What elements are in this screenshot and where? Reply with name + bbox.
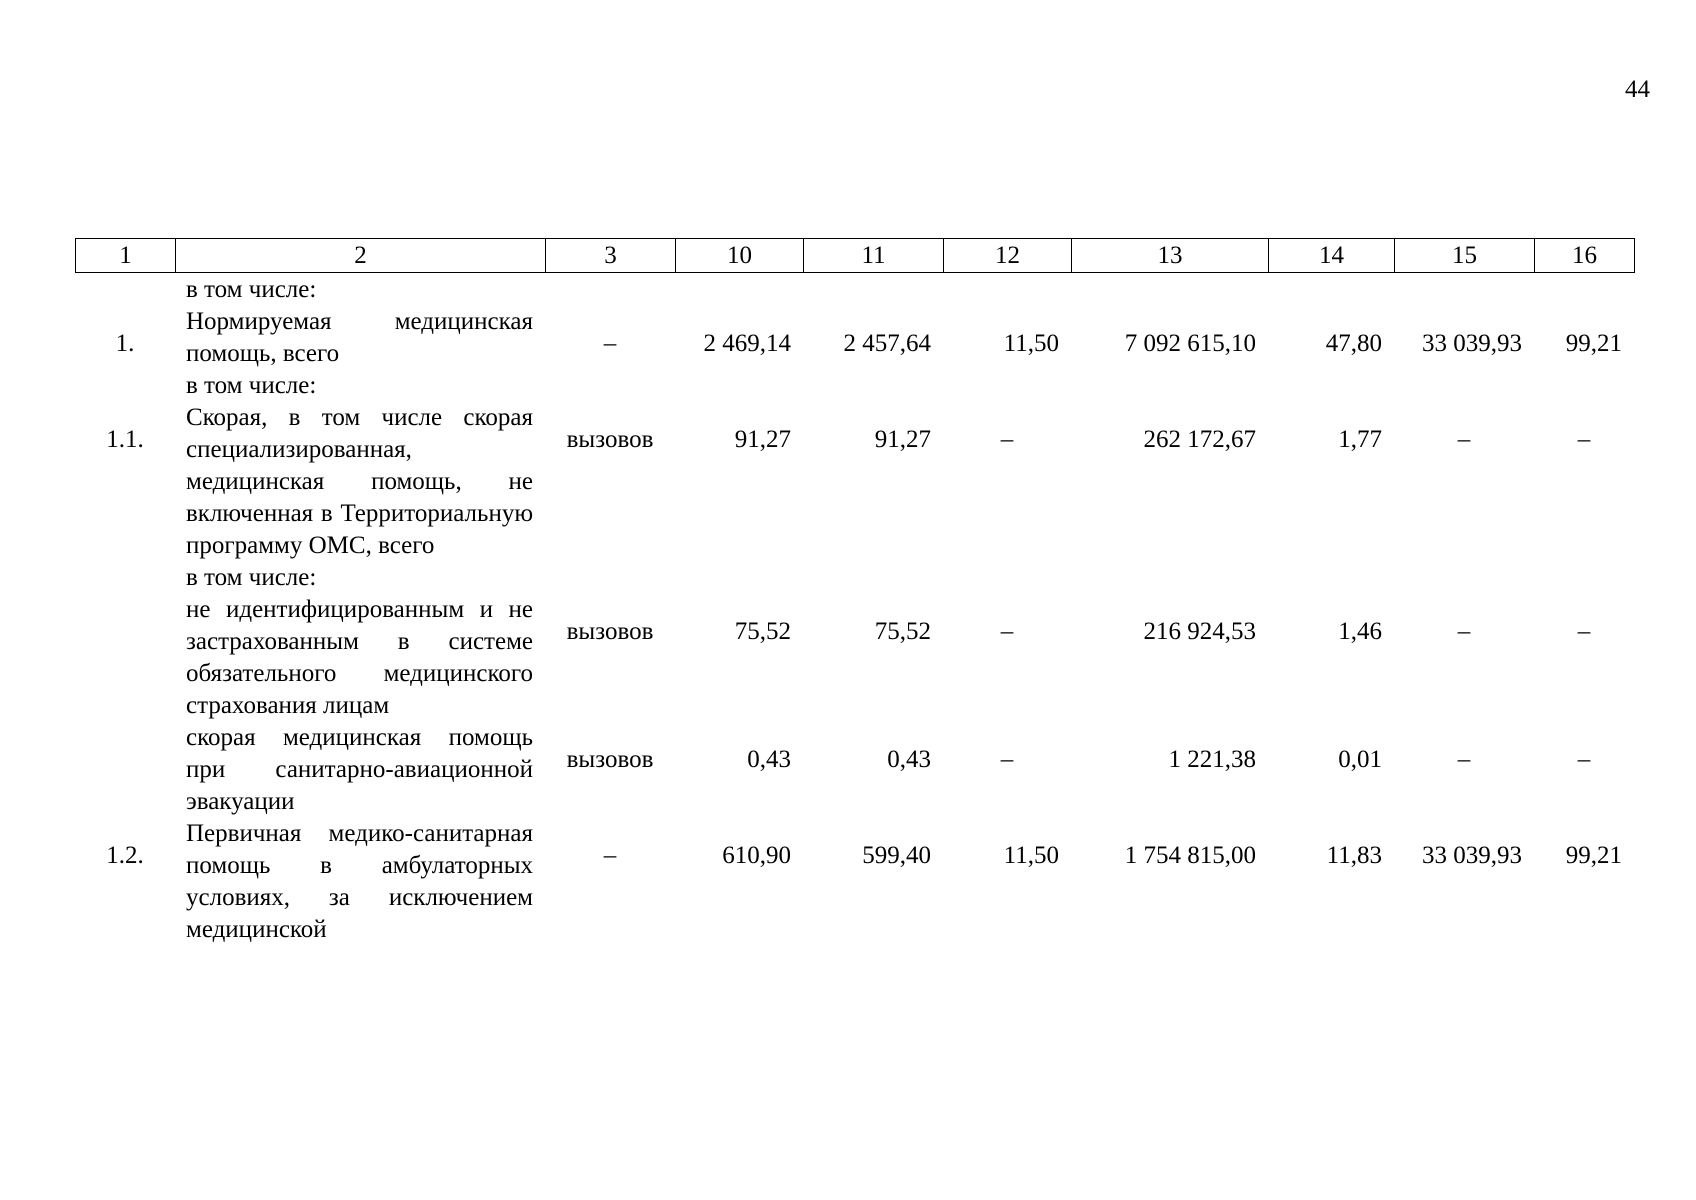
cell-col-16: – xyxy=(1577,618,1591,645)
row-number: 1.1. xyxy=(106,426,144,453)
page-number: 44 xyxy=(1625,76,1650,103)
cell-col-11: 599,40 xyxy=(862,842,931,869)
header-col-11: 11 xyxy=(804,239,944,273)
table-row xyxy=(75,722,1634,818)
row-number xyxy=(75,594,175,722)
cell-col-12: – xyxy=(1000,426,1014,453)
table-row xyxy=(75,818,1634,946)
cell-col-11: 75,52 xyxy=(874,618,931,645)
row-name: Скорая, в том числе скорая специализированная, медицинская помощь, не включенная в Территориальную программу ОМС, всего xyxy=(186,404,533,559)
cell-col-10: 91,27 xyxy=(734,426,791,453)
cell-col-12: 11,50 xyxy=(1003,330,1059,357)
cell-col-10: 2 469,14 xyxy=(703,330,791,357)
subheading-label: в том числе: xyxy=(186,372,317,399)
cell-col-13: 216 924,53 xyxy=(1143,618,1256,645)
header-col-14: 14 xyxy=(1269,239,1395,273)
row-unit: вызовов xyxy=(566,746,654,773)
cell-col-11: 91,27 xyxy=(874,426,931,453)
cell-col-13: 1 754 815,00 xyxy=(1124,842,1256,869)
cell-col-15: – xyxy=(1457,426,1471,453)
cell-col-14: 47,80 xyxy=(1325,330,1382,357)
cell-col-10: 75,52 xyxy=(734,618,791,645)
row-name: Нормируемая медицинская помощь, всего xyxy=(186,308,533,367)
cell-col-14: 0,01 xyxy=(1338,746,1382,773)
header-col-10: 10 xyxy=(676,239,804,273)
row-number: 1. xyxy=(115,330,135,357)
header-col-12: 12 xyxy=(944,239,1072,273)
row-number xyxy=(75,722,175,818)
cell-col-13: 262 172,67 xyxy=(1143,426,1256,453)
cell-col-13: 1 221,38 xyxy=(1168,746,1256,773)
cell-col-15: 33 039,93 xyxy=(1422,330,1522,357)
row-unit: вызовов xyxy=(566,618,654,645)
row-unit: – xyxy=(603,330,617,357)
cell-col-11: 2 457,64 xyxy=(843,330,931,357)
header-col-15: 15 xyxy=(1395,239,1535,273)
cell-col-15: – xyxy=(1457,746,1471,773)
cell-col-12: – xyxy=(1000,618,1014,645)
table-row xyxy=(75,306,1634,370)
header-col-2: 2 xyxy=(176,239,546,273)
subheading-label: в том числе: xyxy=(186,276,317,303)
header-col-13: 13 xyxy=(1072,239,1269,273)
table-row-label xyxy=(75,274,1634,306)
table-header xyxy=(75,238,1635,273)
cell-col-12: 11,50 xyxy=(1003,842,1059,869)
cell-col-16: – xyxy=(1577,426,1591,453)
row-name: Первичная медико-санитарная помощь в амбулаторных условиях, за исключением медицинской xyxy=(186,820,533,943)
cell-col-15: – xyxy=(1457,618,1471,645)
row-name: скорая медицинская помощь при санитарно-авиационной эвакуации xyxy=(186,724,533,815)
header-col-16: 16 xyxy=(1535,239,1635,273)
cell-col-13: 7 092 615,10 xyxy=(1124,330,1256,357)
cell-col-11: 0,43 xyxy=(887,746,931,773)
row-unit: – xyxy=(603,842,617,869)
table-body xyxy=(75,274,1634,946)
cell-col-12: – xyxy=(1000,746,1014,773)
row-number: 1.2. xyxy=(106,842,144,869)
cell-col-14: 1,77 xyxy=(1338,426,1382,453)
row-name: не идентифицированным и не застрахованным в системе обязательного медицинского страхования лицам xyxy=(186,596,533,719)
row-unit: вызовов xyxy=(566,426,654,453)
header-col-1: 1 xyxy=(76,239,176,273)
cell-col-10: 610,90 xyxy=(722,842,791,869)
subheading-label: в том числе: xyxy=(186,564,317,591)
table-row-label xyxy=(75,562,1634,594)
cell-col-14: 1,46 xyxy=(1338,618,1382,645)
table-row-label xyxy=(75,370,1634,402)
cell-col-14: 11,83 xyxy=(1326,842,1382,869)
cell-col-15: 33 039,93 xyxy=(1422,842,1522,869)
table-row xyxy=(75,594,1634,722)
table-row xyxy=(75,402,1634,562)
header-col-3: 3 xyxy=(546,239,676,273)
cell-col-16: – xyxy=(1577,746,1591,773)
cell-col-16: 99,21 xyxy=(1565,330,1623,357)
cell-col-10: 0,43 xyxy=(747,746,791,773)
cell-col-16: 99,21 xyxy=(1565,842,1623,869)
